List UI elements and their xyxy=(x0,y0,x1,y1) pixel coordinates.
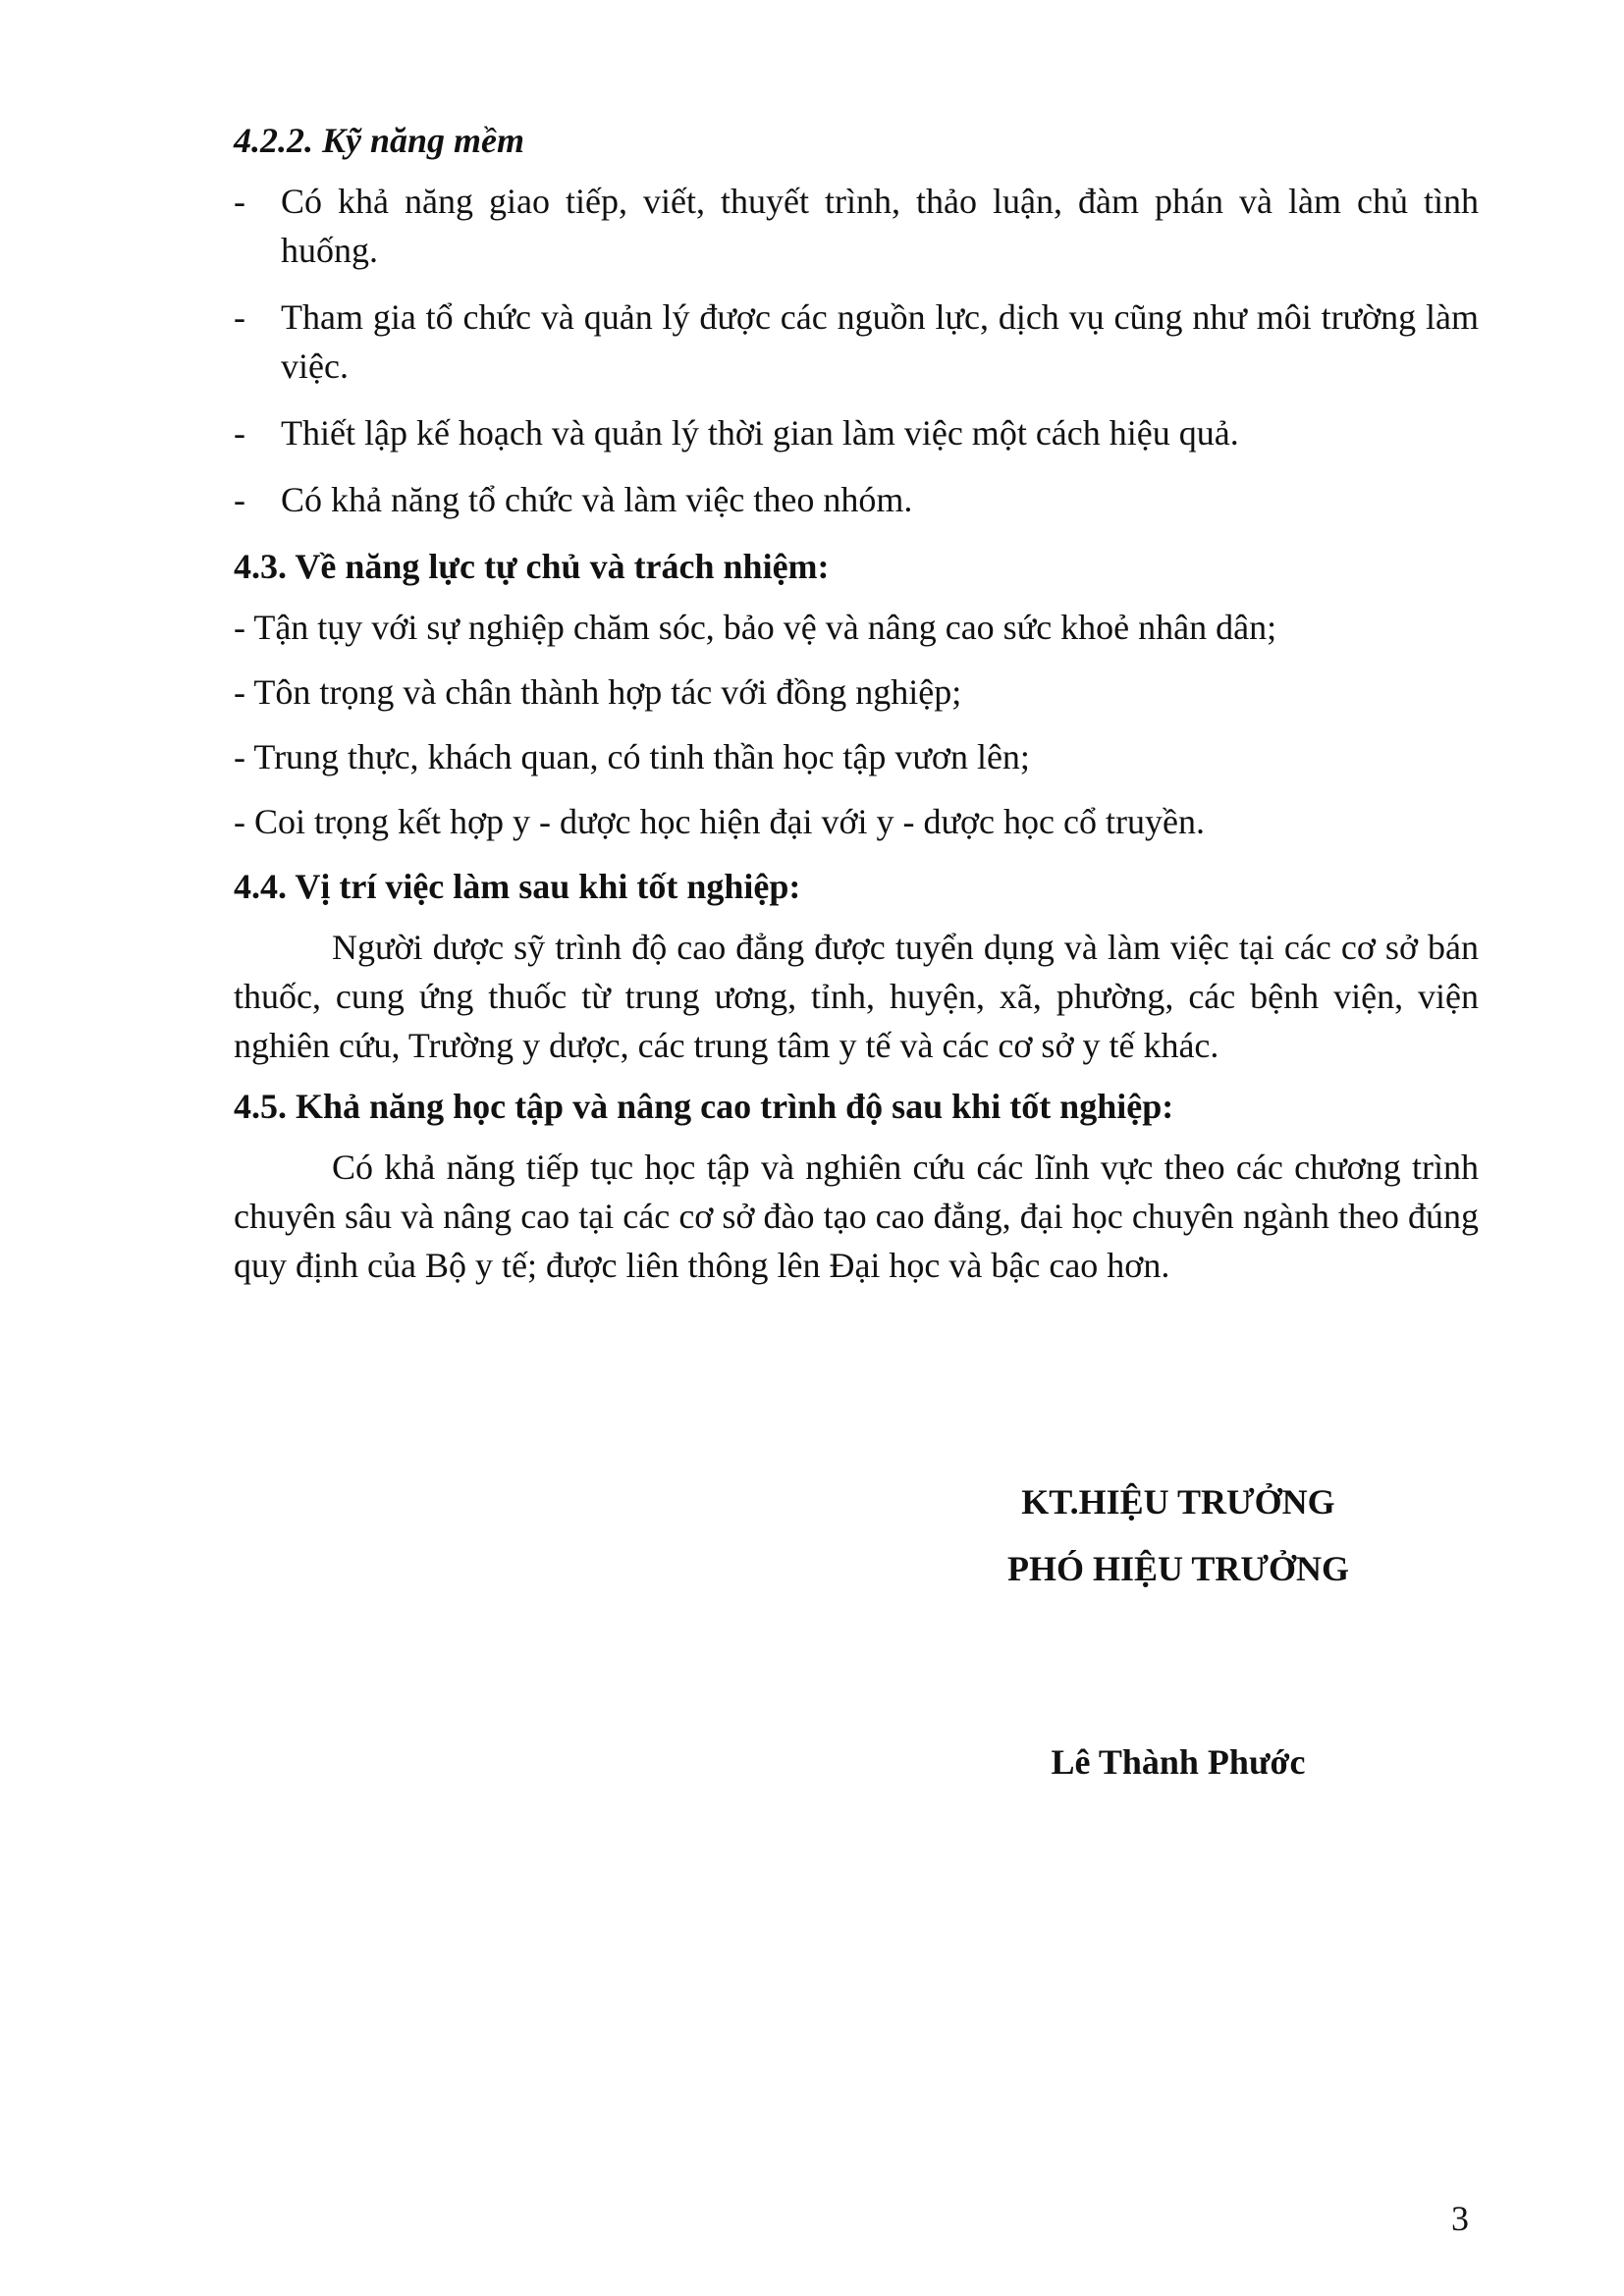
responsibility-item: - Trung thực, khách quan, có tinh thần học tập vươn lên; xyxy=(234,737,1030,776)
section-4-3-heading: 4.3. Về năng lực tự chủ và trách nhiệm: xyxy=(234,547,830,586)
soft-skill-text: Tham gia tổ chức và quản lý được các nguồn lực, dịch vụ cũng như môi trường làm việc. xyxy=(281,297,1479,386)
section-4-4-heading: 4.4. Vị trí việc làm sau khi tốt nghiệp: xyxy=(234,867,801,906)
section-4-2-2-heading: 4.2.2. Kỹ năng mềm xyxy=(234,121,525,160)
soft-skill-text: Thiết lập kế hoạch và quản lý thời gian làm việc một cách hiệu quả. xyxy=(281,413,1239,453)
soft-skill-item xyxy=(234,408,1479,457)
document-body xyxy=(234,116,1479,1302)
section-4-5-heading: 4.5. Khả năng học tập và nâng cao trình độ sau khi tốt nghiệp: xyxy=(234,1087,1174,1126)
signature-title-vice-principal: PHÓ HIỆU TRƯỞNG xyxy=(1006,1549,1350,1588)
soft-skill-item xyxy=(234,293,1479,391)
responsibility-item: - Tận tụy với sự nghiệp chăm sóc, bảo vệ và nâng cao sức khoẻ nhân dân; xyxy=(234,608,1277,647)
soft-skill-text: Có khả năng giao tiếp, viết, thuyết trình, thảo luận, đàm phán và làm chủ tình huống. xyxy=(281,182,1479,270)
employment-paragraph: Người dược sỹ trình độ cao đẳng được tuyển dụng và làm việc tại các cơ sở bán thuốc, cung ứng thuốc từ trung ương, tỉnh, huyện, xã, phường, các bệnh viện, viện nghiên cứu, Trường y dược, các trung tâm y tế và các cơ sở y tế khác. xyxy=(234,928,1479,1065)
further-study-paragraph: Có khả năng tiếp tục học tập và nghiên cứu các lĩnh vực theo các chương trình chuyên sâu và nâng cao tại các cơ sở đào tạo cao đẳng, đại học chuyên ngành theo đúng quy định của Bộ y tế; được liên thông lên Đại học và bậc cao hơn. xyxy=(234,1148,1479,1285)
responsibility-item: - Tôn trọng và chân thành hợp tác với đồng nghiệp; xyxy=(234,672,962,712)
bullet-dash: - xyxy=(234,182,245,221)
bullet-dash: - xyxy=(234,413,245,453)
responsibility-item: - Coi trọng kết hợp y - dược học hiện đại với y - dược học cổ truyền. xyxy=(234,802,1205,841)
signer-name: Lê Thành Phước xyxy=(1051,1742,1306,1782)
soft-skill-item xyxy=(234,177,1479,275)
soft-skill-text: Có khả năng tổ chức và làm việc theo nhóm. xyxy=(281,480,913,519)
page-number: 3 xyxy=(1451,2199,1469,2238)
bullet-dash: - xyxy=(234,480,245,519)
signature-title-acting: KT.HIỆU TRƯỞNG xyxy=(1021,1482,1335,1522)
soft-skill-item xyxy=(234,475,1479,524)
bullet-dash: - xyxy=(234,297,245,337)
